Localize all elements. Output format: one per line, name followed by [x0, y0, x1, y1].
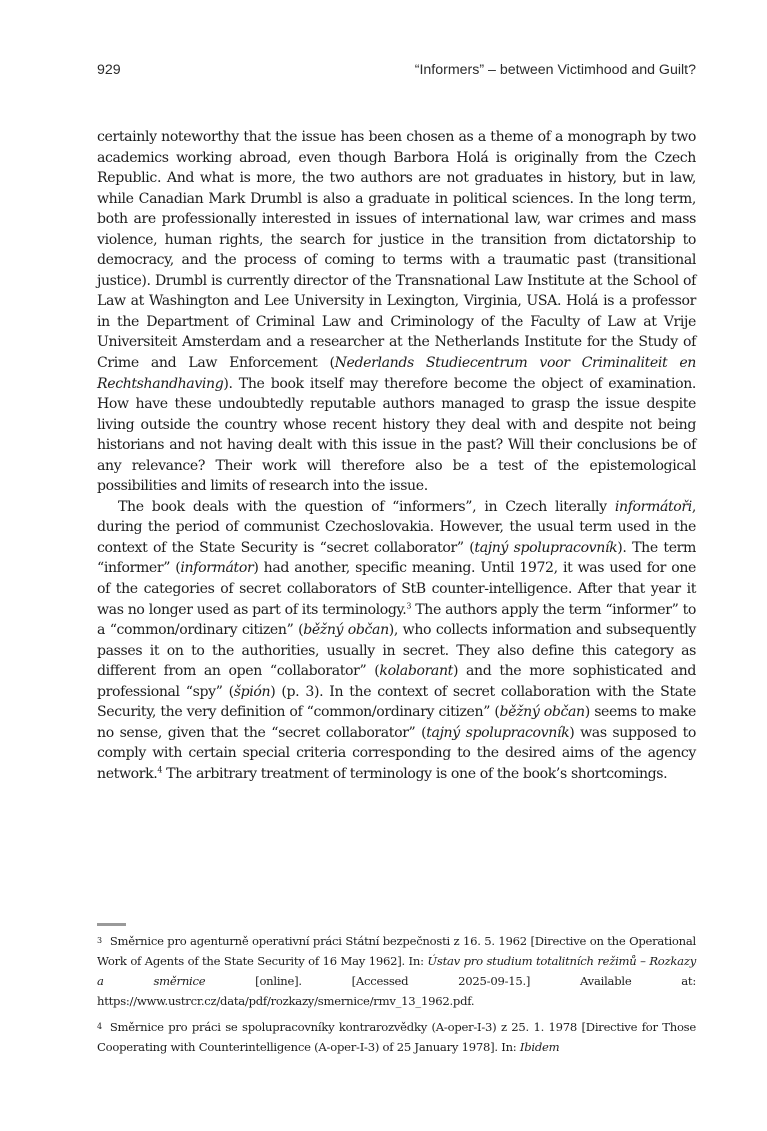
footnotes [97, 931, 696, 1063]
paragraph-1: certainly noteworthy that the issue has been chosen as a theme of a monograph by two academics working abroad, even though Barbora Holá is originally from the Czech Republic. And what is more, the two authors are not graduates in history, but in law, while Canadian Mark Drumbl is also a graduate in political sciences. In the long term, both are professionally interested in issues of international law, war crimes and mass violence, human rights, the search for justice in the transition from dictatorship to democracy, and the process of coming to terms with a traumatic past (transitional justice). Drumbl is currently director of the Transnational Law Institute at the School of Law at Washington and Lee University in Lexington, Virginia, USA. Holá is a professor in the Department of Criminal Law and Criminology of the Faculty of Law at Vrije Universiteit Amsterdam and a researcher at the Netherlands Institute for the Study of Crime and Law Enforcement (Nederlands Studiecentrum voor Criminaliteit en Rechtshandhaving). The book itself may therefore become the object of examination. How have these undoubtedly reputable authors managed to grasp the issue despite living outside the country whose recent history they deal with and despite not being historians and not having dealt with this issue in the past? Will their conclusions be of any relevance? Their work will therefore also be a test of the epistemological possibilities and limits of research into the issue. [97, 129, 697, 495]
running-title: “Informers” – between Victimhood and Guilt? [414, 62, 696, 78]
footnote-3: 3 Směrnice pro agenturně operativní práci Státní bezpečnosti z 16. 5. 1962 [Directive on the Operational Work of Agents of the State Security of 16 May 1962]. In: Ústav pro studium totalitních režimů – Rozkazy a směrnice [online]. [Accessed 2025-09-15.] Available at: https://www.ustrcr.cz/data/pdf/rozkazy/smernice/rmv_13_1962.pdf. [97, 934, 696, 1008]
footnote-divider [97, 923, 126, 926]
main-text [97, 127, 696, 785]
page-number: 929 [97, 62, 121, 78]
paragraph-2: The book deals with the question of “informers”, in Czech literally informátoři, during the period of communist Czechoslovakia. However, the usual term used in the context of the State Security is “secret collaborator” (tajný spolupracovník). The term “informer” (informátor) had another, specific meaning. Until 1972, it was used for one of the categories of secret collaborators of StB counter-intelligence. After that year it was no longer used as part of its terminology.$^3$ The authors apply the term “informer” to a “common/ordinary citizen” (běžný občan), who collects information and subsequently passes it on to the authorities, usually in secret. They also define this category as different from an open “collaborator” (kolaborant) and the more sophisticated and professional “spy” (špión) (p. 3). In the context of secret collaboration with the State Security, the very definition of “common/ordinary citizen” (běžný občan) seems to make no sense, given that the “secret collaborator” (tajný spolupracovník) was supposed to comply with certain special criteria corresponding to the desired aims of the agency network.$^4$ The arbitrary treatment of terminology is one of the book’s shortcomings. [97, 498, 697, 782]
footnote-ref-3[interactable]: 3 [406, 600, 412, 610]
footnote-4: 4 Směrnice pro práci se spolupracovníky kontrarozvědky (A-oper-I-3) z 25. 1. 1978 [Directive for Those Cooperating with Counterintelligence (A-oper-I-3) of 25 January 1978]. In: Ibidem [97, 1020, 696, 1054]
running-header [97, 62, 696, 82]
footnote-ref-4[interactable]: 4 [157, 765, 163, 775]
